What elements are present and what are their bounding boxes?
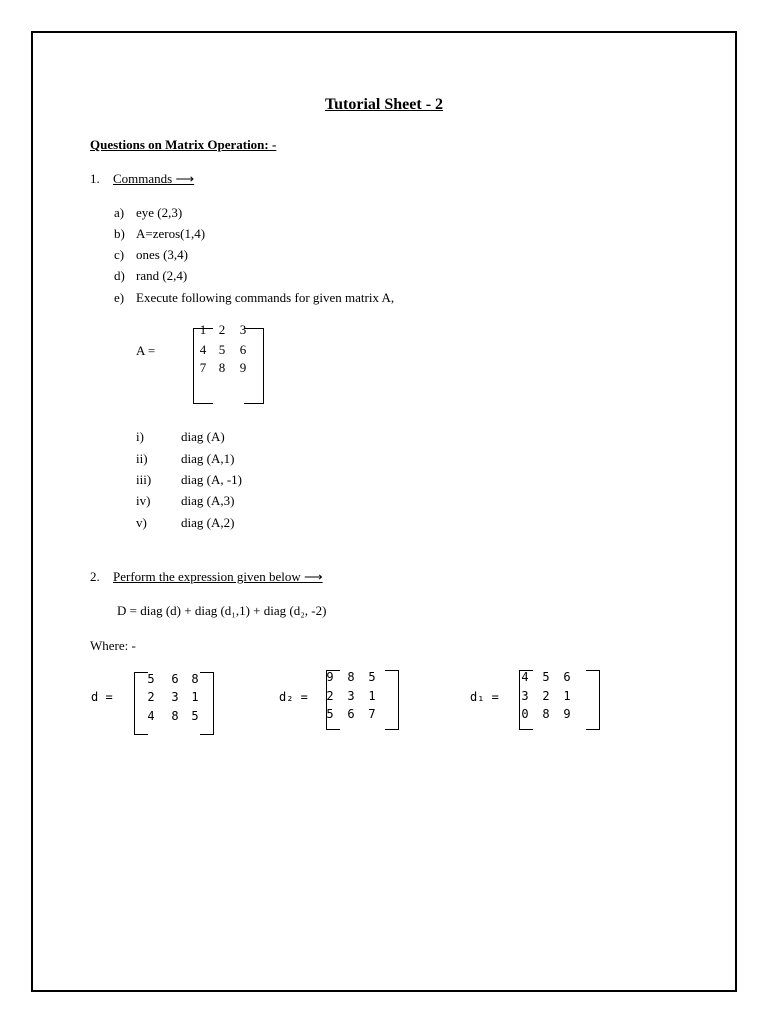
q2-number: 2. [90, 569, 100, 584]
list-item-marker: iii) [136, 472, 152, 487]
matrix-cell: 6 [347, 707, 355, 721]
matrix-cell: 9 [326, 670, 334, 684]
matrix-cell: 0 [521, 707, 529, 721]
bracket-right-top [385, 670, 399, 671]
matrix-cell: 1 [199, 322, 207, 337]
bracket-right-bottom [385, 729, 399, 730]
list-item: ones (3,4) [136, 247, 188, 262]
bracket-right [213, 672, 214, 735]
matrix-cell: 3 [347, 689, 355, 703]
list-item: A=zeros(1,4) [136, 226, 206, 241]
page-title: Tutorial Sheet - 2 [324, 96, 444, 113]
bracket-left-bottom [134, 734, 148, 735]
list-item-marker: i) [136, 429, 144, 444]
bracket-right [263, 328, 264, 404]
matrix-cell: 2 [218, 322, 226, 337]
matrix-cell: 8 [542, 707, 550, 721]
q2-where: Where: - [90, 638, 136, 653]
list-item: diag (A,3) [181, 493, 235, 508]
matrix-cell: 5 [326, 707, 334, 721]
bracket-right [599, 670, 600, 730]
bracket-left-bottom [193, 403, 213, 404]
matrix-cell: 2 [147, 690, 155, 704]
q1-label: Commands ⟶ [113, 171, 195, 186]
matrix-cell: 1 [191, 690, 199, 704]
bracket-right-bottom [586, 729, 600, 730]
bracket-right-top [586, 670, 600, 671]
list-item: Execute following commands for given matrix A, [136, 290, 395, 305]
matrix-cell: 6 [171, 672, 179, 686]
bracket-left-bottom [326, 729, 340, 730]
matrix-cell: 7 [199, 360, 207, 375]
list-item-marker: b) [114, 226, 125, 241]
matrix-cell: 4 [521, 670, 529, 684]
list-item-marker: e) [114, 290, 125, 305]
matrix-d-label: d = [91, 690, 113, 704]
list-item-marker: iv) [136, 493, 151, 508]
list-item-marker: d) [114, 268, 125, 283]
matrix-cell: 9 [563, 707, 571, 721]
list-item: diag (A) [181, 429, 225, 444]
matrix-cell: 1 [368, 689, 376, 703]
list-item: rand (2,4) [136, 268, 188, 283]
section-heading: Questions on Matrix Operation: - [90, 137, 277, 152]
matrix-cell: 8 [218, 360, 226, 375]
matrix-cell: 8 [347, 670, 355, 684]
matrix-cell: 1 [563, 689, 571, 703]
list-item: diag (A, -1) [181, 472, 243, 487]
matrix-cell: 5 [218, 342, 226, 357]
matrix-cell: 2 [542, 689, 550, 703]
matrix-cell: 3 [521, 689, 529, 703]
bracket-left-bottom [519, 729, 533, 730]
matrix-cell: 6 [563, 670, 571, 684]
bracket-right [398, 670, 399, 730]
matrix-cell: 9 [239, 360, 247, 375]
q2-expression: D = diag (d) + diag (d₁,1) + diag (d₂, -2) [117, 603, 327, 618]
matrix-cell: 8 [171, 709, 179, 723]
q2-label: Perform the expression given below ⟶ [113, 569, 323, 584]
list-item: diag (A,1) [181, 451, 235, 466]
q1-number: 1. [90, 171, 100, 186]
matrix-cell: 8 [191, 672, 199, 686]
list-item-marker: c) [114, 247, 125, 262]
list-item-marker: v) [136, 515, 147, 530]
matrix-cell: 5 [191, 709, 199, 723]
list-item-marker: ii) [136, 451, 148, 466]
bracket-right-bottom [244, 403, 264, 404]
matrix-cell: 5 [368, 670, 376, 684]
matrix-d1-label: d₁ = [470, 690, 499, 704]
matrix-cell: 7 [368, 707, 376, 721]
bracket-right-top [200, 672, 214, 673]
matrix-cell: 5 [542, 670, 550, 684]
matrix-d2-label: d₂ = [279, 690, 308, 704]
matrix-cell: 3 [239, 322, 247, 337]
matrix-cell: 4 [147, 709, 155, 723]
list-item-marker: a) [114, 205, 125, 220]
matrix-cell: 4 [199, 342, 207, 357]
matrix-a-label: A = [136, 343, 156, 358]
list-item: eye (2,3) [136, 205, 183, 220]
list-item: diag (A,2) [181, 515, 235, 530]
bracket-right-bottom [200, 734, 214, 735]
matrix-cell: 5 [147, 672, 155, 686]
matrix-cell: 6 [239, 342, 247, 357]
bracket-left [193, 328, 194, 404]
matrix-cell: 2 [326, 689, 334, 703]
matrix-cell: 3 [171, 690, 179, 704]
bracket-left [134, 672, 135, 735]
